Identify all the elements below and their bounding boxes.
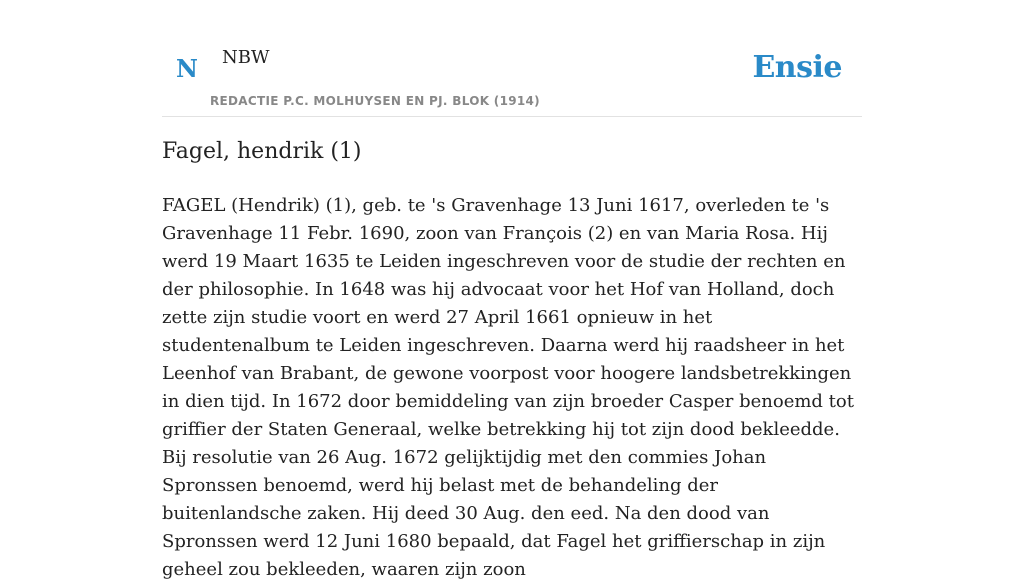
editors-line: REDACTIE P.C. MOLHUYSEN EN PJ. BLOK (1914) xyxy=(210,94,540,108)
content-container xyxy=(162,0,862,580)
article-title: Fagel, hendrik (1) xyxy=(162,139,362,164)
source-logo[interactable]: N xyxy=(176,54,198,83)
brand-logo[interactable]: Ensie xyxy=(752,50,842,85)
article-body: FAGEL (Hendrik) (1), geb. te 's Gravenhage 13 Juni 1617, overleden te 's Gravenhage 11 Febr. 1690, zoon van François (2) en van Maria Rosa. Hij werd 19 Maart 1635 te Leiden ingeschreven voor de studie der rechten en der philosophie. In 1648 was hij advocaat voor het Hof van Holland, doch zette zijn studie voort en werd 27 April 1661 opnieuw in het studentenalbum te Leiden ingeschreven. Daarna werd hij raadsheer in het Leenhof van Brabant, de gewone voorpost voor hoogere landsbetrekkingen in dien tijd. In 1672 door bemiddeling van zijn broeder Casper benoemd tot griffier der Staten Generaal, welke betrekking hij tot zijn dood bekleedde. Bij resolutie van 26 Aug. 1672 gelijktijdig met den commies Johan Spronssen benoemd, werd hij belast met de behandeling der buitenlandsche zaken. Hij deed 30 Aug. den eed. Na den dood van Spronssen werd 12 Juni 1680 bepaald, dat Fagel het griffierschap in zijn geheel zou bekleeden, waaren zijn zoon xyxy=(162,195,854,580)
site-header xyxy=(162,0,862,117)
source-name[interactable]: NBW xyxy=(222,47,270,68)
